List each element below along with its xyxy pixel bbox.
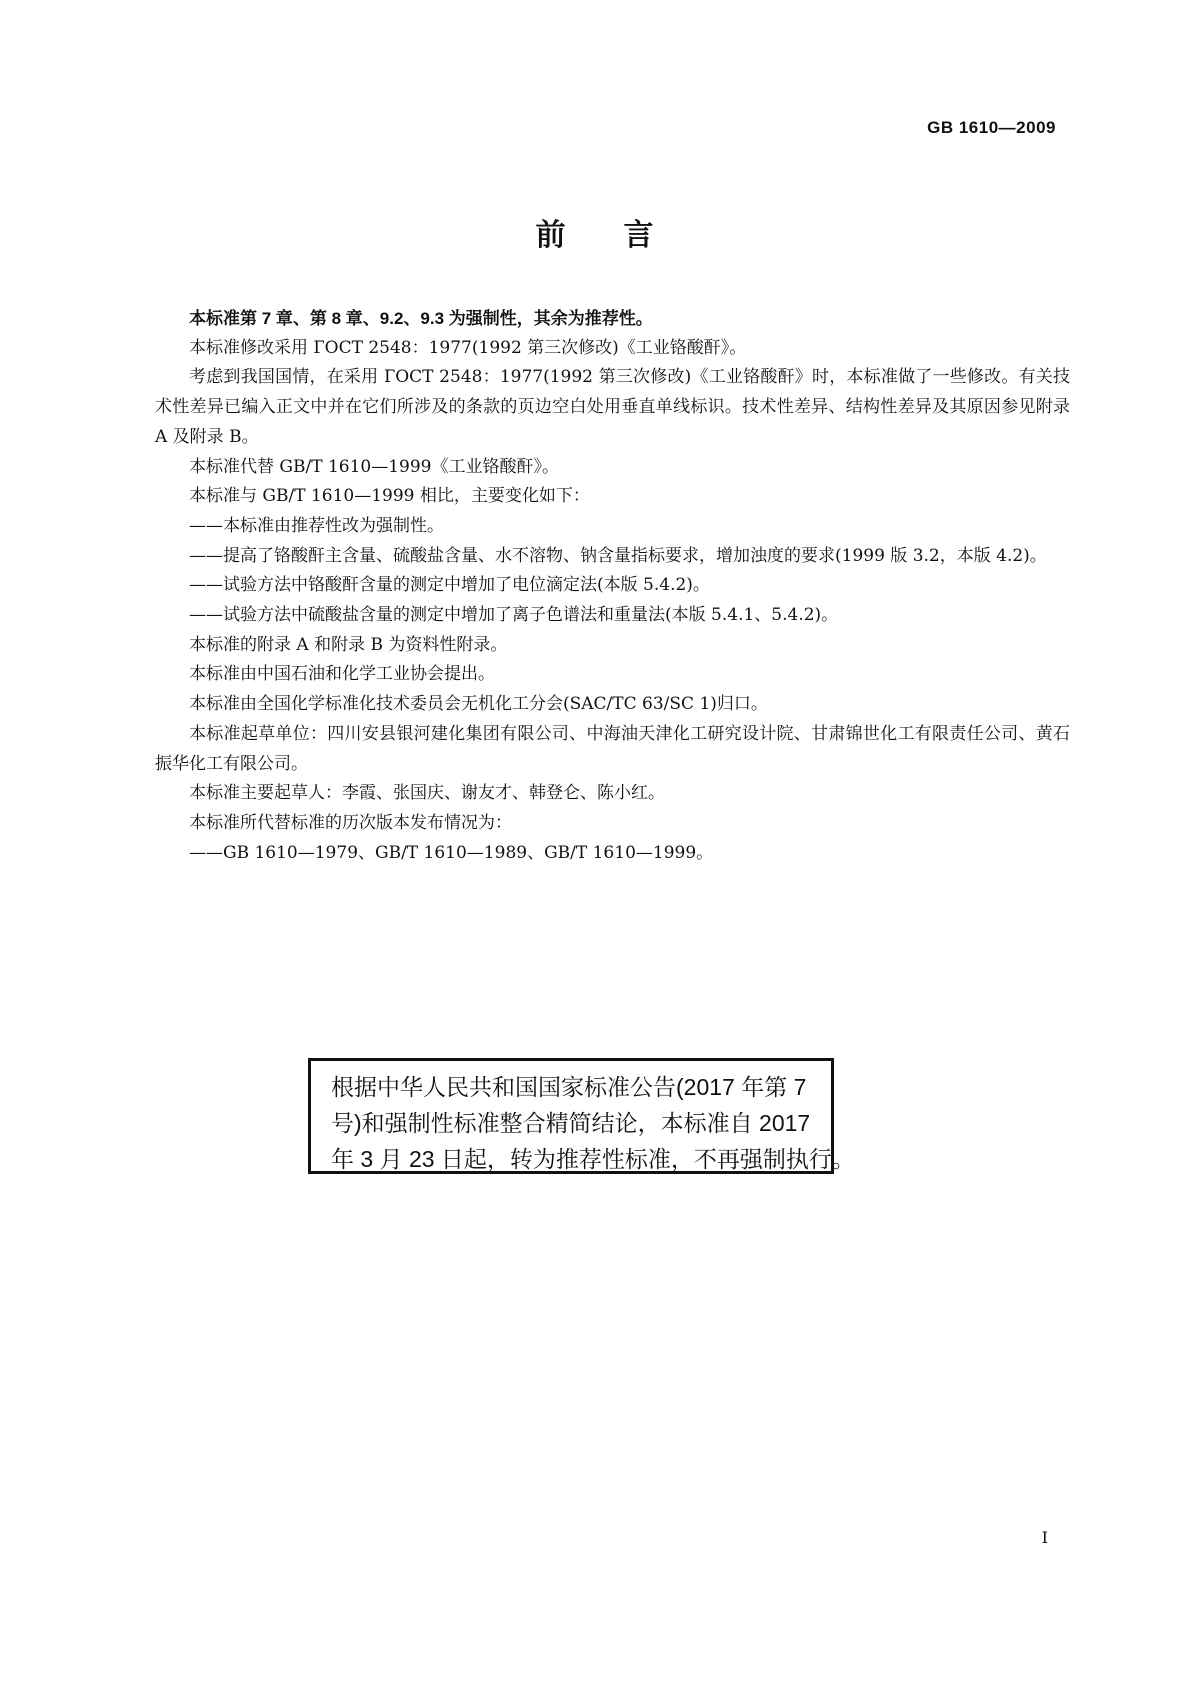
list-item: ——本标准由推荐性改为强制性。: [189, 515, 444, 536]
committee-paragraph: 本标准由全国化学标准化技术委员会无机化工分会(SAC/TC 63/SC 1)归口。: [189, 694, 768, 715]
proposer-paragraph: 本标准由中国石油和化学工业协会提出。: [189, 664, 495, 685]
foreword-body: [155, 304, 1070, 868]
title-char: 前: [535, 218, 568, 253]
page-title: [0, 210, 1191, 254]
notice-line: 根据中华人民共和国国家标准公告(2017 年第 7: [331, 1074, 807, 1100]
document-code: GB 1610—2009: [927, 118, 1056, 137]
adoption-paragraph: 本标准修改采用 ГОСТ 2548：1977(1992 第三次修改)《工业铬酸酐》。: [189, 337, 747, 358]
notice-line: 年 3 月 23 日起，转为推荐性标准，不再强制执行。: [331, 1146, 855, 1172]
annex-paragraph: 本标准的附录 A 和附录 B 为资料性附录。: [189, 634, 508, 655]
drafting-units-paragraph: 本标准起草单位：四川安县银河建化集团有限公司、中海油天津化工研究设计院、甘肃锦世化工有限责任公司、黄石振华化工有限公司。: [155, 723, 1070, 774]
list-item: ——提高了铬酸酐主含量、硫酸盐含量、水不溶物、钠含量指标要求，增加浊度的要求(1999 版 3.2，本版 4.2)。: [189, 545, 1047, 566]
drafters-paragraph: 本标准主要起草人：李霞、张国庆、谢友才、韩登仑、陈小红。: [189, 783, 665, 804]
history-list: [155, 839, 1070, 869]
list-item: ——试验方法中铬酸酐含量的测定中增加了电位滴定法(本版 5.4.2)。: [189, 575, 710, 596]
changes-list: [155, 512, 1070, 631]
mandatory-clause-statement: 本标准第 7 章、第 8 章、9.2、9.3 为强制性，其余为推荐性。: [189, 309, 653, 328]
replacement-paragraph: 本标准代替 GB/T 1610—1999《工业铬酸酐》。: [189, 456, 559, 477]
differences-paragraph: 考虑到我国国情，在采用 ГОСТ 2548：1977(1992 第三次修改)《工业铬酸酐》时，本标准做了一些修改。有关技术性差异已编入正文中并在它们所涉及的条款的页边空白处用垂直单线标识。技术性差异、结构性差异及其原因参见附录 A 及附录 B。: [155, 367, 1070, 447]
status-notice-box: [308, 1058, 855, 1174]
page-number: I: [1041, 1528, 1048, 1547]
history-intro-paragraph: 本标准所代替标准的历次版本发布情况为：: [189, 812, 512, 833]
title-char: 言: [623, 218, 656, 253]
notice-line: 号)和强制性标准整合精简结论，本标准自 2017: [331, 1110, 811, 1136]
list-item: ——试验方法中硫酸盐含量的测定中增加了离子色谱法和重量法(本版 5.4.1、5.4.2)。: [189, 605, 839, 626]
list-item: ——GB 1610—1979、GB/T 1610—1989、GB/T 1610—1999。: [189, 842, 714, 863]
changes-intro-paragraph: 本标准与 GB/T 1610—1999 相比，主要变化如下：: [189, 486, 590, 507]
